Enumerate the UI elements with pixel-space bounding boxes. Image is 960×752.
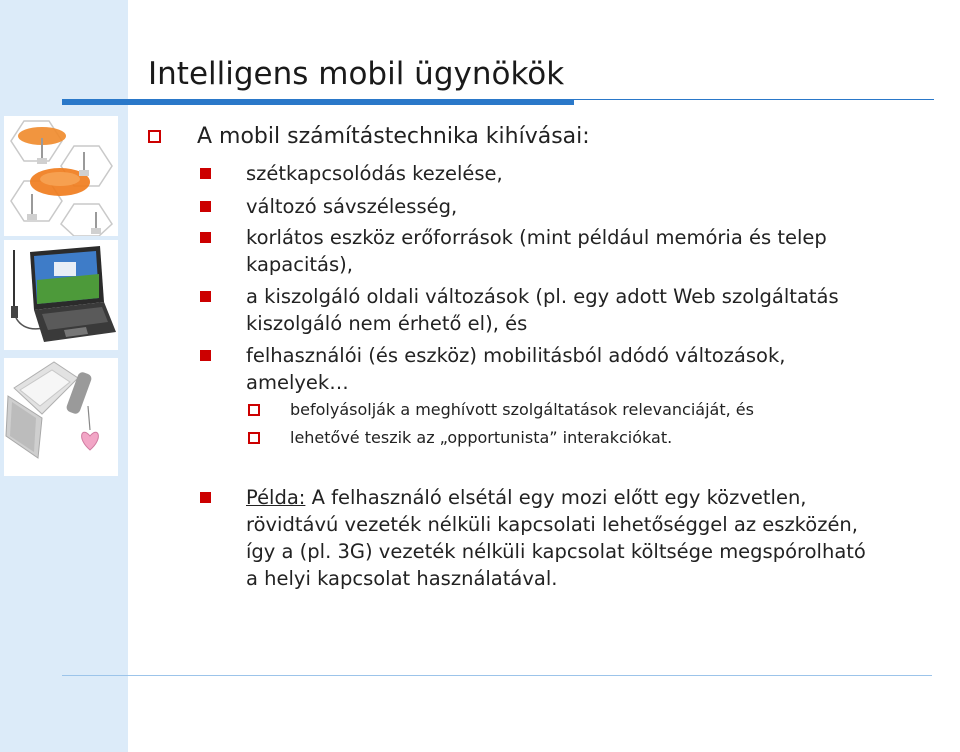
example-line: a helyi kapcsolat használatával. xyxy=(246,567,558,590)
title-underline-thick xyxy=(62,99,574,105)
example-label: Példa: xyxy=(246,486,306,509)
page-title: Intelligens mobil ügynökök xyxy=(148,56,565,92)
item-line: kapacitás), xyxy=(246,253,353,276)
item-line: felhasználói (és eszköz) mobilitásból adódó változások, xyxy=(246,344,786,367)
square-bullet-icon xyxy=(200,201,211,212)
heading-text: A mobil számítástechnika kihívásai: xyxy=(197,124,590,149)
square-bullet-icon xyxy=(200,168,211,179)
phone-illustration-icon xyxy=(4,358,118,476)
square-bullet-icon xyxy=(200,492,211,503)
item-line: amelyek… xyxy=(246,371,349,394)
item-line: a kiszolgáló oldali változások (pl. egy adott Web szolgáltatás xyxy=(246,285,839,308)
sub-item-text: befolyásolják a meghívott szolgáltatások relevanciáját, és xyxy=(290,400,754,419)
item-line: szétkapcsolódás kezelése, xyxy=(246,162,503,185)
hollow-square-bullet-icon xyxy=(248,404,260,416)
network-illustration-icon xyxy=(4,116,118,236)
square-bullet-icon xyxy=(200,291,211,302)
item-line: kiszolgáló nem érhető el), és xyxy=(246,312,528,335)
example-line xyxy=(246,484,956,511)
example-line: rövidtávú vezeték nélküli kapcsolati lehetőséggel az eszközén, xyxy=(246,513,858,536)
hollow-square-bullet-icon xyxy=(148,130,161,143)
sub-item-text: lehetővé teszik az „opportunista” interakciókat. xyxy=(290,428,673,447)
item-line: korlátos eszköz erőforrások (mint például memória és telep xyxy=(246,226,827,249)
square-bullet-icon xyxy=(200,232,211,243)
example-line: így a (pl. 3G) vezeték nélküli kapcsolat költsége megspórolható xyxy=(246,540,866,563)
example-text: A felhasználó elsétál egy mozi előtt egy közvetlen, xyxy=(305,486,807,509)
left-sidebar xyxy=(0,0,128,752)
hollow-square-bullet-icon xyxy=(248,432,260,444)
title-underline-thin xyxy=(574,99,934,100)
item-line: változó sávszélesség, xyxy=(246,195,458,218)
footer-divider xyxy=(62,675,932,676)
square-bullet-icon xyxy=(200,350,211,361)
laptop-illustration-icon xyxy=(4,240,118,350)
